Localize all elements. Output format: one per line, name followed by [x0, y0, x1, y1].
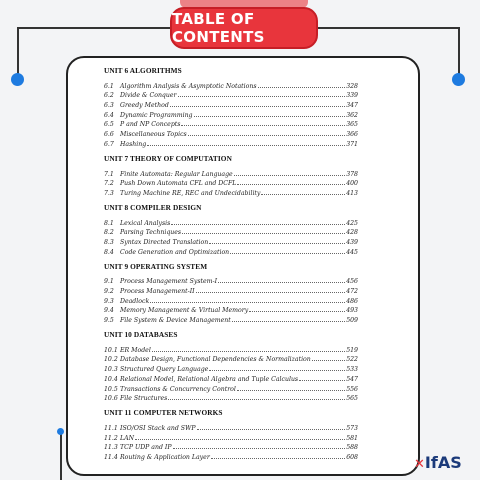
toc-entry	[104, 373, 358, 383]
unit-title: UNIT 6 ALGORITHMS	[104, 66, 182, 75]
entry-title: Turing Machine RE, REC and Undecidability	[120, 189, 261, 197]
entry-number: 10.3	[104, 366, 118, 374]
frame-line-right	[458, 27, 460, 77]
entry-page: 371	[346, 140, 358, 148]
entry-number: 6.3	[104, 102, 114, 110]
entry-number: 8.1	[104, 219, 114, 227]
entry-page: 565	[346, 395, 358, 403]
entry-number: 8.4	[104, 248, 114, 256]
entry-page: 328	[346, 82, 358, 90]
frame-dot-right	[452, 73, 465, 86]
dot-leader	[230, 253, 345, 254]
entry-title: Lexical Analysis	[120, 219, 171, 227]
entry-page: 581	[346, 434, 358, 442]
dot-leader	[312, 360, 345, 361]
entry-title: Database Design, Functional Dependencies & Normalization	[120, 356, 311, 364]
ifas-logo	[414, 453, 462, 472]
entry-page: 400	[346, 180, 358, 188]
dot-leader	[182, 233, 345, 234]
entry-page: 493	[346, 307, 358, 315]
toc-entry	[104, 187, 358, 197]
entry-number: 10.6	[104, 395, 118, 403]
toc-entry	[104, 138, 358, 148]
entry-number: 10.5	[104, 385, 118, 393]
entry-title: Memory Management & Virtual Memory	[120, 307, 249, 315]
frame-dot-left	[11, 73, 24, 86]
entry-title: Miscellaneous Topics	[120, 131, 187, 139]
entry-title: Process Management System-I	[120, 278, 218, 286]
logo-text: IfAS	[424, 453, 462, 472]
entry-page: 445	[346, 248, 358, 256]
dot-leader	[170, 106, 345, 107]
toc-entry	[104, 451, 358, 461]
entry-page: 486	[346, 297, 358, 305]
entry-page: 339	[346, 92, 358, 100]
entry-number: 11.3	[104, 444, 118, 452]
entry-title: File Structures	[120, 395, 168, 403]
toc-entry	[104, 178, 358, 188]
dot-leader	[196, 292, 346, 293]
entry-page: 347	[346, 102, 358, 110]
toc-entry	[104, 119, 358, 129]
entry-title: Divide & Conquer	[120, 92, 177, 100]
toc-entry	[104, 80, 358, 90]
logo-mark-icon: ✕	[414, 457, 425, 472]
dot-leader	[135, 439, 345, 440]
dot-leader	[209, 243, 345, 244]
entry-page: 362	[346, 111, 358, 119]
entry-title: Parsing Techniques	[120, 229, 182, 237]
toc-entry	[104, 363, 358, 373]
dot-leader	[237, 184, 345, 185]
entry-number: 6.4	[104, 111, 114, 119]
page-title: TABLE OF CONTENTS	[170, 7, 318, 49]
entry-page: 425	[346, 219, 358, 227]
unit-section	[104, 330, 358, 402]
entry-title: Transactions & Concurrency Control	[120, 385, 236, 393]
entry-title: TCP UDP and IP	[120, 444, 172, 452]
entry-number: 10.4	[104, 375, 118, 383]
entry-number: 6.6	[104, 131, 114, 139]
entry-number: 6.2	[104, 92, 114, 100]
entry-page: 378	[346, 170, 358, 178]
dot-leader	[150, 302, 345, 303]
entry-number: 11.4	[104, 453, 118, 461]
entry-page: 547	[346, 375, 358, 383]
entry-number: 9.1	[104, 278, 114, 286]
toc-entry	[104, 383, 358, 393]
entry-title: ER Model	[120, 346, 151, 354]
entry-number: 7.2	[104, 180, 114, 188]
entry-number: 7.1	[104, 170, 114, 178]
frame-dot-bottom-left	[57, 428, 64, 435]
entry-title: P and NP Concepts	[120, 121, 181, 129]
toc-entry	[104, 422, 358, 432]
dot-leader	[218, 282, 345, 283]
dot-leader	[173, 448, 346, 449]
unit-section	[104, 203, 358, 256]
unit-section	[104, 66, 358, 148]
toc-entry	[104, 168, 358, 178]
toc-entry	[104, 314, 358, 324]
toc-entry	[104, 276, 358, 286]
toc-entry	[104, 109, 358, 119]
entry-number: 11.1	[104, 424, 118, 432]
frame-line-top-right	[318, 27, 460, 29]
unit-title: UNIT 9 OPERATING SYSTEM	[104, 261, 208, 271]
entry-title: Dynamic Programming	[120, 111, 193, 119]
unit-title: UNIT 8 COMPILER DESIGN	[104, 202, 202, 212]
entry-title: Hashing	[120, 140, 147, 148]
entry-page: 365	[346, 121, 358, 129]
dot-leader	[232, 321, 345, 322]
entry-number: 11.2	[104, 434, 118, 442]
dot-leader	[249, 311, 345, 312]
entry-number: 8.3	[104, 238, 114, 246]
toc-entry	[104, 99, 358, 109]
entry-number: 6.5	[104, 121, 114, 129]
entry-number: 9.4	[104, 307, 114, 315]
entry-page: 413	[346, 189, 358, 197]
toc-entry	[104, 246, 358, 256]
toc-entry	[104, 128, 358, 138]
entry-number: 8.2	[104, 229, 114, 237]
toc-entry	[104, 227, 358, 237]
toc-entry	[104, 344, 358, 354]
toc-entry	[104, 393, 358, 403]
entry-title: Relational Model, Relational Algebra and Tuple Calculus	[120, 375, 299, 383]
entry-page: 608	[346, 453, 358, 461]
entry-page: 456	[346, 278, 358, 286]
entry-number: 10.2	[104, 356, 118, 364]
frame-line-left	[17, 27, 19, 77]
dot-leader	[261, 194, 345, 195]
unit-section	[104, 154, 358, 197]
entry-page: 428	[346, 229, 358, 237]
toc-entry	[104, 90, 358, 100]
dot-leader	[188, 135, 345, 136]
dot-leader	[211, 458, 345, 459]
entry-page: 522	[346, 356, 358, 364]
entry-title: Process Management-II	[120, 288, 195, 295]
dot-leader	[258, 87, 346, 88]
dot-leader	[178, 96, 346, 97]
entry-page: 366	[346, 131, 358, 139]
dot-leader	[194, 116, 346, 117]
dot-leader	[209, 370, 345, 371]
entry-number: 6.1	[104, 82, 114, 90]
entry-title: Algorithm Analysis & Asymptotic Notations	[120, 82, 257, 90]
toc-entry	[104, 442, 358, 452]
entry-number: 9.5	[104, 317, 114, 325]
toc-entry	[104, 285, 358, 295]
dot-leader	[237, 390, 345, 391]
unit-section	[104, 408, 358, 461]
entry-number: 9.3	[104, 297, 114, 305]
entry-title: Structured Query Language	[120, 366, 209, 374]
entry-title: LAN	[120, 434, 134, 442]
entry-title: Push Down Automata CFL and DCFL	[120, 180, 237, 188]
entry-number: 9.2	[104, 288, 114, 295]
entry-number: 6.7	[104, 140, 114, 148]
entry-title: File System & Device Management	[120, 317, 231, 325]
entry-title: ISO/OSI Stack and SWP	[120, 424, 196, 432]
entry-page: 533	[346, 366, 358, 374]
entry-title: Finite Automata: Regular Language	[120, 170, 233, 178]
dot-leader	[234, 175, 345, 176]
dot-leader	[299, 380, 345, 381]
entry-title: Routing & Application Layer	[120, 453, 210, 461]
toc-entry	[104, 295, 358, 305]
entry-page: 472	[346, 288, 358, 295]
dot-leader	[171, 224, 345, 225]
toc-entry	[104, 354, 358, 364]
frame-line-bottom-left	[60, 432, 62, 480]
toc-entry	[104, 432, 358, 442]
entry-page: 556	[346, 385, 358, 393]
entry-page: 519	[346, 346, 358, 354]
entry-page: 509	[346, 317, 358, 325]
entry-number: 7.3	[104, 189, 114, 197]
entry-title: Greedy Method	[120, 102, 169, 110]
toc-entry	[104, 236, 358, 246]
table-of-contents	[104, 66, 358, 467]
entry-page: 439	[346, 238, 358, 246]
entry-page: 573	[346, 424, 358, 432]
entry-number: 10.1	[104, 346, 118, 354]
dot-leader	[181, 125, 345, 126]
dot-leader	[197, 429, 346, 430]
entry-title: Deadlock	[120, 297, 150, 305]
dot-leader	[147, 145, 345, 146]
unit-title: UNIT 10 DATABASES	[104, 330, 178, 340]
unit-section	[104, 262, 358, 324]
toc-entry	[104, 217, 358, 227]
toc-entry	[104, 305, 358, 315]
dot-leader	[168, 399, 345, 400]
entry-title: Syntax Directed Translation	[120, 238, 209, 246]
dot-leader	[152, 351, 345, 352]
unit-title: UNIT 11 COMPUTER NETWORKS	[104, 408, 223, 418]
frame-line-top-left	[17, 27, 170, 29]
entry-page: 588	[346, 444, 358, 452]
entry-title: Code Generation and Optimization	[120, 248, 230, 256]
unit-title: UNIT 7 THEORY OF COMPUTATION	[104, 153, 232, 163]
